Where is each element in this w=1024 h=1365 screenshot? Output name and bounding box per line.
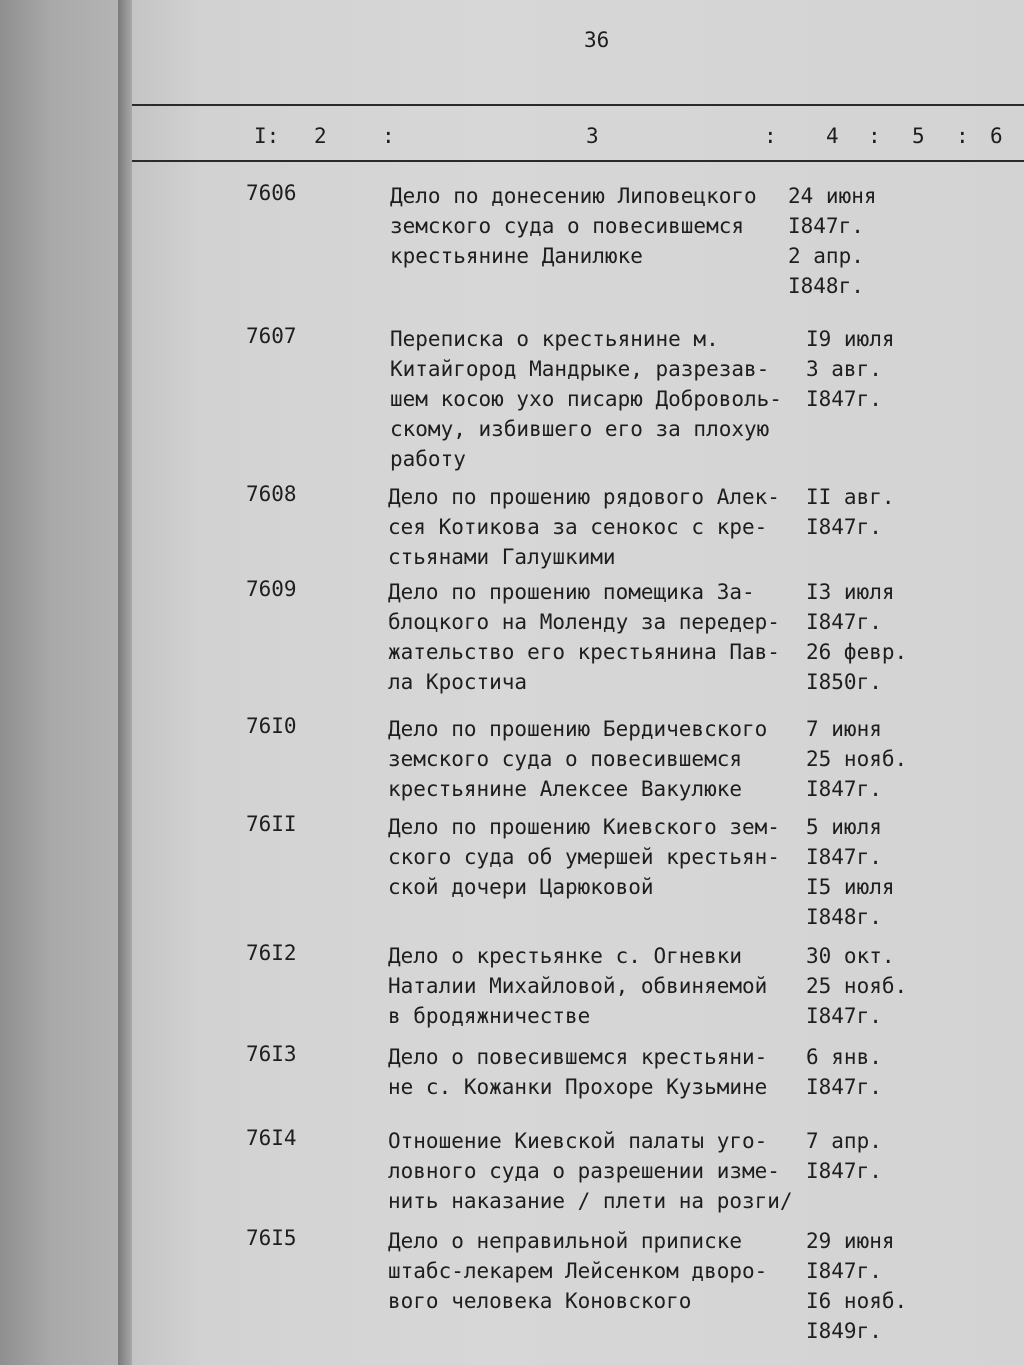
date-line: 3 авг.	[806, 357, 882, 381]
column-1-label: I:	[254, 124, 280, 148]
case-dates	[806, 941, 907, 1031]
column-2-label: 2	[314, 124, 327, 148]
date-line: 6 янв.	[806, 1045, 882, 1069]
case-description	[390, 324, 782, 474]
date-line: II авг.	[806, 485, 895, 509]
case-number: 7607	[246, 324, 297, 348]
description-line: жательство его крестьянина Пав-	[388, 640, 780, 664]
description-line: ловного суда о разрешении изме-	[388, 1159, 780, 1183]
date-line: I3 июля	[806, 580, 895, 604]
date-line: 25 нояб.	[806, 747, 908, 771]
date-line: I847г.	[806, 1004, 882, 1028]
description-line: Дело по прошению Киевского зем-	[388, 815, 780, 839]
date-line: I847г.	[806, 777, 882, 801]
case-dates	[806, 714, 907, 804]
description-line: Отношение Киевской палаты уго-	[388, 1129, 768, 1153]
description-line: земского суда о повесившемся	[388, 747, 743, 771]
date-line: I847г.	[806, 1159, 882, 1183]
date-line: I847г.	[806, 515, 882, 539]
column-separator: :	[868, 124, 881, 148]
description-line: Дело о крестьянке с. Огневки	[388, 944, 743, 968]
date-line: I9 июля	[806, 327, 895, 351]
date-line: 30 окт.	[806, 944, 895, 968]
description-line: Дело о неправильной приписке	[388, 1229, 743, 1253]
date-line: 5 июля	[806, 815, 882, 839]
case-description	[388, 1226, 767, 1316]
column-4-label: 4	[826, 124, 839, 148]
column-6-label: 6	[990, 124, 1003, 148]
page-number: 36	[584, 28, 610, 52]
description-line: Дело по прошению Бердичевского	[388, 717, 768, 741]
facing-page	[0, 0, 130, 1365]
case-description	[388, 1126, 793, 1216]
description-line: земского суда о повесившемся	[390, 214, 745, 238]
header-top-rule	[132, 104, 1024, 106]
description-line: крестьянине Данилюке	[390, 244, 643, 268]
case-dates	[806, 1126, 882, 1186]
date-line: I847г.	[806, 610, 882, 634]
date-line: 26 февр.	[806, 640, 908, 664]
date-line: I847г.	[806, 387, 882, 411]
description-line: не с. Кожанки Прохоре Кузьмине	[388, 1075, 768, 1099]
date-line: I850г.	[806, 670, 882, 694]
description-line: крестьянине Алексее Вакулюке	[388, 777, 743, 801]
date-line: I848г.	[788, 274, 864, 298]
date-line: 25 нояб.	[806, 974, 908, 998]
case-number: 76I2	[246, 941, 297, 965]
case-description	[388, 1042, 767, 1102]
description-line: Дело по прошению рядового Алек-	[388, 485, 780, 509]
description-line: Дело о повесившемся крестьяни-	[388, 1045, 768, 1069]
case-dates	[788, 181, 877, 301]
date-line: 24 июня	[788, 184, 877, 208]
description-line: Дело по прошению помещика За-	[388, 580, 755, 604]
description-line: ской дочери Царюковой	[388, 875, 654, 899]
case-description	[388, 714, 767, 804]
date-line: I847г.	[788, 214, 864, 238]
case-description	[390, 181, 757, 271]
description-line: в бродяжничестве	[388, 1004, 591, 1028]
case-dates	[806, 482, 895, 542]
case-number: 76I0	[246, 714, 297, 738]
case-dates	[806, 577, 907, 697]
description-line: нить наказание / плети на розги/	[388, 1189, 793, 1213]
description-line: Дело по донесению Липовецкого	[390, 184, 757, 208]
date-line: 29 июня	[806, 1229, 895, 1253]
case-number: 7609	[246, 577, 297, 601]
case-number: 76II	[246, 812, 297, 836]
case-dates	[806, 1042, 882, 1102]
case-dates	[806, 812, 895, 932]
date-line: 7 июня	[806, 717, 882, 741]
date-line: I848г.	[806, 905, 882, 929]
date-line: I847г.	[806, 1075, 882, 1099]
description-line: скому, избившего его за плохую	[390, 417, 770, 441]
date-line: I849г.	[806, 1319, 882, 1343]
description-line: сея Котикова за сенокос с кре-	[388, 515, 768, 539]
case-description	[388, 577, 780, 697]
column-separator: :	[382, 124, 395, 148]
description-line: Китайгород Мандрыке, разрезав-	[390, 357, 770, 381]
case-number: 7608	[246, 482, 297, 506]
column-3-label: 3	[586, 124, 599, 148]
column-separator: :	[956, 124, 969, 148]
column-separator: :	[764, 124, 777, 148]
description-line: работу	[390, 447, 466, 471]
description-line: Наталии Михайловой, обвиняемой	[388, 974, 768, 998]
case-description	[388, 941, 767, 1031]
date-line: I847г.	[806, 845, 882, 869]
date-line: I5 июля	[806, 875, 895, 899]
case-number: 7606	[246, 181, 297, 205]
description-line: штабс-лекарем Лейсенком дворо-	[388, 1259, 768, 1283]
date-line: 7 апр.	[806, 1129, 882, 1153]
date-line: I6 нояб.	[806, 1289, 908, 1313]
case-number: 76I3	[246, 1042, 297, 1066]
case-description	[388, 482, 780, 572]
description-line: вого человека Коновского	[388, 1289, 692, 1313]
header-bottom-rule	[132, 160, 1024, 162]
case-number: 76I5	[246, 1226, 297, 1250]
case-number: 76I4	[246, 1126, 297, 1150]
description-line: стьянами Галушкими	[388, 545, 616, 569]
case-dates	[806, 324, 895, 414]
case-description	[388, 812, 780, 902]
description-line: шем косою ухо писарю Доброволь-	[390, 387, 782, 411]
case-dates	[806, 1226, 907, 1346]
description-line: ла Кростича	[388, 670, 528, 694]
column-5-label: 5	[912, 124, 925, 148]
date-line: I847г.	[806, 1259, 882, 1283]
description-line: блоцкого на Моленду за передер-	[388, 610, 780, 634]
date-line: 2 апр.	[788, 244, 864, 268]
description-line: Переписка о крестьянине м.	[390, 327, 719, 351]
description-line: ского суда об умершей крестьян-	[388, 845, 780, 869]
